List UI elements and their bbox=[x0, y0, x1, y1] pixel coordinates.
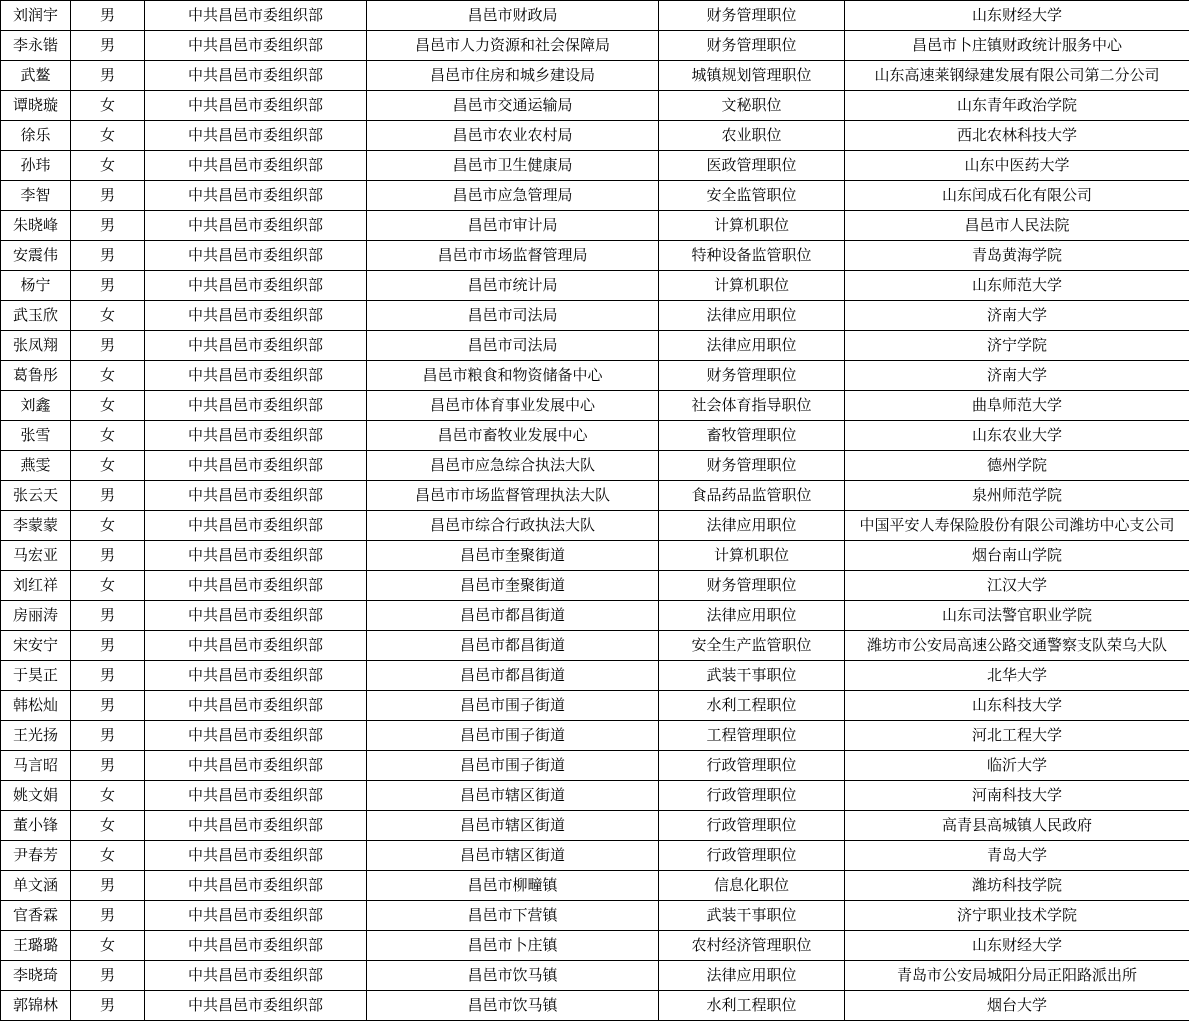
gender-cell: 男 bbox=[71, 721, 145, 751]
name-cell: 尹春芳 bbox=[1, 841, 71, 871]
employer-unit-cell: 昌邑市辖区街道 bbox=[367, 841, 659, 871]
school-or-workplace-cell: 北华大学 bbox=[845, 661, 1189, 691]
school-or-workplace-cell: 济宁职业技术学院 bbox=[845, 901, 1189, 931]
employer-unit-cell: 昌邑市住房和城乡建设局 bbox=[367, 61, 659, 91]
employer-unit-cell: 昌邑市粮食和物资储备中心 bbox=[367, 361, 659, 391]
table-row bbox=[1, 151, 1189, 181]
table-row bbox=[1, 631, 1189, 661]
position-cell: 财务管理职位 bbox=[659, 361, 845, 391]
gender-cell: 女 bbox=[71, 781, 145, 811]
position-cell: 计算机职位 bbox=[659, 541, 845, 571]
position-cell: 安全生产监管职位 bbox=[659, 631, 845, 661]
recruiting-org-cell: 中共昌邑市委组织部 bbox=[145, 421, 367, 451]
school-or-workplace-cell: 青岛市公安局城阳分局正阳路派出所 bbox=[845, 961, 1189, 991]
gender-cell: 女 bbox=[71, 421, 145, 451]
school-or-workplace-cell: 烟台南山学院 bbox=[845, 541, 1189, 571]
position-cell: 计算机职位 bbox=[659, 211, 845, 241]
recruiting-org-cell: 中共昌邑市委组织部 bbox=[145, 391, 367, 421]
name-cell: 王璐璐 bbox=[1, 931, 71, 961]
recruiting-org-cell: 中共昌邑市委组织部 bbox=[145, 751, 367, 781]
employer-unit-cell: 昌邑市应急管理局 bbox=[367, 181, 659, 211]
name-cell: 董小锋 bbox=[1, 811, 71, 841]
school-or-workplace-cell: 西北农林科技大学 bbox=[845, 121, 1189, 151]
employer-unit-cell: 昌邑市体育事业发展中心 bbox=[367, 391, 659, 421]
position-cell: 计算机职位 bbox=[659, 271, 845, 301]
recruiting-org-cell: 中共昌邑市委组织部 bbox=[145, 181, 367, 211]
school-or-workplace-cell: 青岛大学 bbox=[845, 841, 1189, 871]
recruiting-org-cell: 中共昌邑市委组织部 bbox=[145, 301, 367, 331]
name-cell: 谭晓璇 bbox=[1, 91, 71, 121]
school-or-workplace-cell: 山东青年政治学院 bbox=[845, 91, 1189, 121]
gender-cell: 女 bbox=[71, 151, 145, 181]
table-row bbox=[1, 361, 1189, 391]
employer-unit-cell: 昌邑市财政局 bbox=[367, 1, 659, 31]
employer-unit-cell: 昌邑市下营镇 bbox=[367, 901, 659, 931]
gender-cell: 男 bbox=[71, 481, 145, 511]
recruiting-org-cell: 中共昌邑市委组织部 bbox=[145, 31, 367, 61]
school-or-workplace-cell: 德州学院 bbox=[845, 451, 1189, 481]
name-cell: 官香霖 bbox=[1, 901, 71, 931]
school-or-workplace-cell: 青岛黄海学院 bbox=[845, 241, 1189, 271]
position-cell: 武装干事职位 bbox=[659, 661, 845, 691]
name-cell: 马言昭 bbox=[1, 751, 71, 781]
position-cell: 财务管理职位 bbox=[659, 451, 845, 481]
gender-cell: 女 bbox=[71, 571, 145, 601]
recruiting-org-cell: 中共昌邑市委组织部 bbox=[145, 241, 367, 271]
name-cell: 武鳌 bbox=[1, 61, 71, 91]
name-cell: 张雪 bbox=[1, 421, 71, 451]
name-cell: 韩松灿 bbox=[1, 691, 71, 721]
name-cell: 张凤翔 bbox=[1, 331, 71, 361]
recruiting-org-cell: 中共昌邑市委组织部 bbox=[145, 841, 367, 871]
name-cell: 刘润宇 bbox=[1, 1, 71, 31]
school-or-workplace-cell: 河南科技大学 bbox=[845, 781, 1189, 811]
gender-cell: 男 bbox=[71, 751, 145, 781]
school-or-workplace-cell: 昌邑市人民法院 bbox=[845, 211, 1189, 241]
table-row bbox=[1, 211, 1189, 241]
table-row bbox=[1, 301, 1189, 331]
school-or-workplace-cell: 临沂大学 bbox=[845, 751, 1189, 781]
gender-cell: 女 bbox=[71, 391, 145, 421]
school-or-workplace-cell: 烟台大学 bbox=[845, 991, 1189, 1021]
recruiting-org-cell: 中共昌邑市委组织部 bbox=[145, 811, 367, 841]
gender-cell: 男 bbox=[71, 691, 145, 721]
recruiting-org-cell: 中共昌邑市委组织部 bbox=[145, 1, 367, 31]
gender-cell: 女 bbox=[71, 121, 145, 151]
table-row bbox=[1, 391, 1189, 421]
gender-cell: 男 bbox=[71, 991, 145, 1021]
recruiting-org-cell: 中共昌邑市委组织部 bbox=[145, 481, 367, 511]
employer-unit-cell: 昌邑市司法局 bbox=[367, 301, 659, 331]
employer-unit-cell: 昌邑市综合行政执法大队 bbox=[367, 511, 659, 541]
name-cell: 安震伟 bbox=[1, 241, 71, 271]
school-or-workplace-cell: 山东师范大学 bbox=[845, 271, 1189, 301]
position-cell: 信息化职位 bbox=[659, 871, 845, 901]
position-cell: 财务管理职位 bbox=[659, 1, 845, 31]
gender-cell: 男 bbox=[71, 1, 145, 31]
position-cell: 医政管理职位 bbox=[659, 151, 845, 181]
gender-cell: 男 bbox=[71, 601, 145, 631]
gender-cell: 女 bbox=[71, 811, 145, 841]
gender-cell: 女 bbox=[71, 451, 145, 481]
school-or-workplace-cell: 曲阜师范大学 bbox=[845, 391, 1189, 421]
table-row bbox=[1, 781, 1189, 811]
school-or-workplace-cell: 中国平安人寿保险股份有限公司潍坊中心支公司 bbox=[845, 511, 1189, 541]
gender-cell: 男 bbox=[71, 661, 145, 691]
table-row bbox=[1, 331, 1189, 361]
position-cell: 水利工程职位 bbox=[659, 691, 845, 721]
position-cell: 社会体育指导职位 bbox=[659, 391, 845, 421]
school-or-workplace-cell: 高青县高城镇人民政府 bbox=[845, 811, 1189, 841]
table-row bbox=[1, 721, 1189, 751]
name-cell: 姚文娟 bbox=[1, 781, 71, 811]
table-row bbox=[1, 91, 1189, 121]
employer-unit-cell: 昌邑市辖区街道 bbox=[367, 811, 659, 841]
employer-unit-cell: 昌邑市都昌街道 bbox=[367, 661, 659, 691]
table-row bbox=[1, 961, 1189, 991]
table-row bbox=[1, 811, 1189, 841]
table-row bbox=[1, 691, 1189, 721]
school-or-workplace-cell: 河北工程大学 bbox=[845, 721, 1189, 751]
employer-unit-cell: 昌邑市围子街道 bbox=[367, 721, 659, 751]
employer-unit-cell: 昌邑市司法局 bbox=[367, 331, 659, 361]
table-row bbox=[1, 181, 1189, 211]
table-row bbox=[1, 121, 1189, 151]
recruiting-org-cell: 中共昌邑市委组织部 bbox=[145, 361, 367, 391]
employer-unit-cell: 昌邑市都昌街道 bbox=[367, 631, 659, 661]
table-row bbox=[1, 871, 1189, 901]
name-cell: 燕雯 bbox=[1, 451, 71, 481]
table-row bbox=[1, 481, 1189, 511]
recruiting-org-cell: 中共昌邑市委组织部 bbox=[145, 691, 367, 721]
employer-unit-cell: 昌邑市卜庄镇 bbox=[367, 931, 659, 961]
position-cell: 行政管理职位 bbox=[659, 811, 845, 841]
table-body bbox=[1, 1, 1189, 1021]
table-row bbox=[1, 571, 1189, 601]
school-or-workplace-cell: 潍坊科技学院 bbox=[845, 871, 1189, 901]
recruiting-org-cell: 中共昌邑市委组织部 bbox=[145, 511, 367, 541]
name-cell: 朱晓峰 bbox=[1, 211, 71, 241]
name-cell: 徐乐 bbox=[1, 121, 71, 151]
school-or-workplace-cell: 济南大学 bbox=[845, 361, 1189, 391]
table-row bbox=[1, 1, 1189, 31]
table-row bbox=[1, 751, 1189, 781]
name-cell: 马宏亚 bbox=[1, 541, 71, 571]
position-cell: 法律应用职位 bbox=[659, 601, 845, 631]
table-row bbox=[1, 421, 1189, 451]
employer-unit-cell: 昌邑市围子街道 bbox=[367, 751, 659, 781]
position-cell: 农业职位 bbox=[659, 121, 845, 151]
employer-unit-cell: 昌邑市农业农村局 bbox=[367, 121, 659, 151]
position-cell: 城镇规划管理职位 bbox=[659, 61, 845, 91]
employer-unit-cell: 昌邑市市场监督管理执法大队 bbox=[367, 481, 659, 511]
name-cell: 房丽涛 bbox=[1, 601, 71, 631]
school-or-workplace-cell: 山东财经大学 bbox=[845, 931, 1189, 961]
table-row bbox=[1, 271, 1189, 301]
employer-unit-cell: 昌邑市辖区街道 bbox=[367, 781, 659, 811]
employer-unit-cell: 昌邑市审计局 bbox=[367, 211, 659, 241]
employer-unit-cell: 昌邑市应急综合执法大队 bbox=[367, 451, 659, 481]
school-or-workplace-cell: 泉州师范学院 bbox=[845, 481, 1189, 511]
gender-cell: 女 bbox=[71, 511, 145, 541]
position-cell: 行政管理职位 bbox=[659, 841, 845, 871]
position-cell: 法律应用职位 bbox=[659, 961, 845, 991]
recruiting-org-cell: 中共昌邑市委组织部 bbox=[145, 931, 367, 961]
gender-cell: 男 bbox=[71, 541, 145, 571]
position-cell: 农村经济管理职位 bbox=[659, 931, 845, 961]
position-cell: 行政管理职位 bbox=[659, 751, 845, 781]
table-row bbox=[1, 511, 1189, 541]
name-cell: 张云天 bbox=[1, 481, 71, 511]
employer-unit-cell: 昌邑市交通运输局 bbox=[367, 91, 659, 121]
position-cell: 特种设备监管职位 bbox=[659, 241, 845, 271]
school-or-workplace-cell: 山东农业大学 bbox=[845, 421, 1189, 451]
name-cell: 武玉欣 bbox=[1, 301, 71, 331]
position-cell: 武装干事职位 bbox=[659, 901, 845, 931]
table-row bbox=[1, 931, 1189, 961]
gender-cell: 男 bbox=[71, 961, 145, 991]
gender-cell: 男 bbox=[71, 871, 145, 901]
name-cell: 李智 bbox=[1, 181, 71, 211]
table-row bbox=[1, 601, 1189, 631]
school-or-workplace-cell: 山东中医药大学 bbox=[845, 151, 1189, 181]
name-cell: 宋安宁 bbox=[1, 631, 71, 661]
school-or-workplace-cell: 山东科技大学 bbox=[845, 691, 1189, 721]
name-cell: 葛鲁彤 bbox=[1, 361, 71, 391]
recruiting-org-cell: 中共昌邑市委组织部 bbox=[145, 601, 367, 631]
gender-cell: 男 bbox=[71, 241, 145, 271]
employer-unit-cell: 昌邑市饮马镇 bbox=[367, 961, 659, 991]
table-row bbox=[1, 841, 1189, 871]
name-cell: 李蒙蒙 bbox=[1, 511, 71, 541]
recruiting-org-cell: 中共昌邑市委组织部 bbox=[145, 571, 367, 601]
gender-cell: 男 bbox=[71, 31, 145, 61]
recruiting-org-cell: 中共昌邑市委组织部 bbox=[145, 91, 367, 121]
employer-unit-cell: 昌邑市都昌街道 bbox=[367, 601, 659, 631]
name-cell: 王光扬 bbox=[1, 721, 71, 751]
recruiting-org-cell: 中共昌邑市委组织部 bbox=[145, 451, 367, 481]
name-cell: 刘鑫 bbox=[1, 391, 71, 421]
school-or-workplace-cell: 济南大学 bbox=[845, 301, 1189, 331]
recruiting-org-cell: 中共昌邑市委组织部 bbox=[145, 961, 367, 991]
recruiting-org-cell: 中共昌邑市委组织部 bbox=[145, 901, 367, 931]
recruiting-org-cell: 中共昌邑市委组织部 bbox=[145, 781, 367, 811]
employer-unit-cell: 昌邑市卫生健康局 bbox=[367, 151, 659, 181]
recruiting-org-cell: 中共昌邑市委组织部 bbox=[145, 661, 367, 691]
gender-cell: 女 bbox=[71, 361, 145, 391]
name-cell: 于昊正 bbox=[1, 661, 71, 691]
gender-cell: 女 bbox=[71, 91, 145, 121]
position-cell: 食品药品监管职位 bbox=[659, 481, 845, 511]
recruiting-org-cell: 中共昌邑市委组织部 bbox=[145, 151, 367, 181]
school-or-workplace-cell: 江汉大学 bbox=[845, 571, 1189, 601]
school-or-workplace-cell: 昌邑市卜庄镇财政统计服务中心 bbox=[845, 31, 1189, 61]
name-cell: 孙玮 bbox=[1, 151, 71, 181]
recruiting-org-cell: 中共昌邑市委组织部 bbox=[145, 121, 367, 151]
gender-cell: 女 bbox=[71, 301, 145, 331]
table-row bbox=[1, 241, 1189, 271]
school-or-workplace-cell: 山东司法警官职业学院 bbox=[845, 601, 1189, 631]
employer-unit-cell: 昌邑市饮马镇 bbox=[367, 991, 659, 1021]
gender-cell: 女 bbox=[71, 841, 145, 871]
recruiting-org-cell: 中共昌邑市委组织部 bbox=[145, 721, 367, 751]
employer-unit-cell: 昌邑市人力资源和社会保障局 bbox=[367, 31, 659, 61]
name-cell: 李永锴 bbox=[1, 31, 71, 61]
table-row bbox=[1, 31, 1189, 61]
position-cell: 工程管理职位 bbox=[659, 721, 845, 751]
recruiting-org-cell: 中共昌邑市委组织部 bbox=[145, 211, 367, 241]
table-row bbox=[1, 901, 1189, 931]
school-or-workplace-cell: 山东财经大学 bbox=[845, 1, 1189, 31]
gender-cell: 男 bbox=[71, 61, 145, 91]
employer-unit-cell: 昌邑市围子街道 bbox=[367, 691, 659, 721]
recruiting-org-cell: 中共昌邑市委组织部 bbox=[145, 871, 367, 901]
school-or-workplace-cell: 山东闰成石化有限公司 bbox=[845, 181, 1189, 211]
gender-cell: 男 bbox=[71, 211, 145, 241]
gender-cell: 女 bbox=[71, 931, 145, 961]
gender-cell: 男 bbox=[71, 271, 145, 301]
position-cell: 法律应用职位 bbox=[659, 511, 845, 541]
position-cell: 安全监管职位 bbox=[659, 181, 845, 211]
position-cell: 法律应用职位 bbox=[659, 331, 845, 361]
name-cell: 杨宁 bbox=[1, 271, 71, 301]
employer-unit-cell: 昌邑市畜牧业发展中心 bbox=[367, 421, 659, 451]
employer-unit-cell: 昌邑市奎聚街道 bbox=[367, 571, 659, 601]
position-cell: 法律应用职位 bbox=[659, 301, 845, 331]
name-cell: 单文涵 bbox=[1, 871, 71, 901]
table-row bbox=[1, 661, 1189, 691]
position-cell: 水利工程职位 bbox=[659, 991, 845, 1021]
position-cell: 文秘职位 bbox=[659, 91, 845, 121]
school-or-workplace-cell: 潍坊市公安局高速公路交通警察支队荣乌大队 bbox=[845, 631, 1189, 661]
position-cell: 畜牧管理职位 bbox=[659, 421, 845, 451]
table-row bbox=[1, 541, 1189, 571]
recruiting-org-cell: 中共昌邑市委组织部 bbox=[145, 991, 367, 1021]
name-cell: 郭锦林 bbox=[1, 991, 71, 1021]
employer-unit-cell: 昌邑市市场监督管理局 bbox=[367, 241, 659, 271]
employer-unit-cell: 昌邑市奎聚街道 bbox=[367, 541, 659, 571]
recruiting-org-cell: 中共昌邑市委组织部 bbox=[145, 271, 367, 301]
table-row bbox=[1, 991, 1189, 1021]
employer-unit-cell: 昌邑市柳疃镇 bbox=[367, 871, 659, 901]
position-cell: 行政管理职位 bbox=[659, 781, 845, 811]
table-row bbox=[1, 61, 1189, 91]
name-cell: 李晓琦 bbox=[1, 961, 71, 991]
gender-cell: 男 bbox=[71, 901, 145, 931]
gender-cell: 男 bbox=[71, 331, 145, 361]
name-cell: 刘红祥 bbox=[1, 571, 71, 601]
employer-unit-cell: 昌邑市统计局 bbox=[367, 271, 659, 301]
table-row bbox=[1, 451, 1189, 481]
position-cell: 财务管理职位 bbox=[659, 571, 845, 601]
recruiting-org-cell: 中共昌邑市委组织部 bbox=[145, 331, 367, 361]
gender-cell: 男 bbox=[71, 631, 145, 661]
school-or-workplace-cell: 山东高速莱钢绿建发展有限公司第二分公司 bbox=[845, 61, 1189, 91]
recruiting-org-cell: 中共昌邑市委组织部 bbox=[145, 61, 367, 91]
recruiting-org-cell: 中共昌邑市委组织部 bbox=[145, 541, 367, 571]
gender-cell: 男 bbox=[71, 181, 145, 211]
school-or-workplace-cell: 济宁学院 bbox=[845, 331, 1189, 361]
position-cell: 财务管理职位 bbox=[659, 31, 845, 61]
recruiting-org-cell: 中共昌邑市委组织部 bbox=[145, 631, 367, 661]
